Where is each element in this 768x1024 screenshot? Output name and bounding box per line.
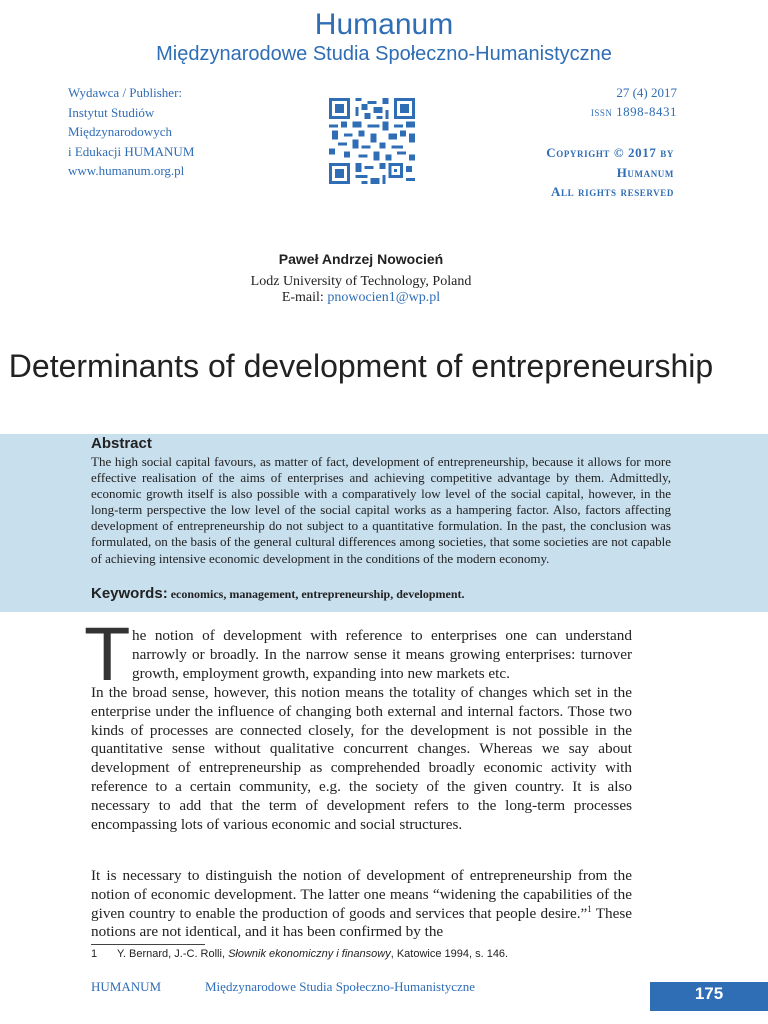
issue-block	[591, 83, 677, 121]
footer-subtitle: Międzynarodowe Studia Społeczno-Humanistyczne	[205, 979, 476, 994]
abstract-text: The high social capital favours, as matter of fact, development of entrepreneurship, because it allows for more effective realisation of the aims of enterprises and achieving competitive advantage by them. Admittedly, economic growth itself is also possible with a comparatively low level of the social capital, however, in the long-term perspective the low level of the social capital works as a hampering factor. Also, factors affecting development of entrepreneurship do not subject to a quantitative formulation. In the past, the conclusion was formulated, on the basis of the general cultural differences among societies, that some societies are not capable of achieving intensive economic development in the conditions of the modern economy.	[91, 454, 671, 566]
footnote-reference[interactable]: 1	[587, 903, 592, 914]
journal-title: Humanum	[314, 8, 454, 41]
copyright-rights: All rights reserved	[550, 184, 674, 199]
journal-subtitle: Międzynarodowe Studia Społeczno-Humanistyczne	[156, 43, 612, 65]
page-number: 175	[650, 982, 768, 1011]
keywords-line	[91, 585, 691, 602]
author-affiliation: Lodz University of Technology, Poland	[250, 274, 472, 289]
footnote-divider	[91, 944, 205, 945]
article-title: Determinants of development of entrepreneurship	[8, 348, 714, 385]
copyright-holder: Humanum	[616, 164, 674, 180]
body-paragraph	[91, 867, 632, 942]
publisher-label: Wydawca / Publisher:	[68, 85, 183, 100]
keywords-label: Keywords:	[91, 585, 168, 602]
publisher-block	[68, 83, 194, 181]
abstract-heading: Abstract	[91, 435, 152, 452]
email-link[interactable]: pnowocien1@wp.pl	[327, 290, 441, 305]
footer-journal: HUMANUM	[91, 979, 162, 994]
publisher-line: Międzynarodowych	[68, 124, 172, 139]
footnote	[91, 948, 691, 960]
issn: issn 1898-8431	[590, 104, 677, 119]
copyright-block	[546, 143, 674, 202]
qr-code-icon	[327, 98, 417, 184]
footnote-work: Słownik ekonomiczny i finansowy	[228, 948, 391, 960]
body-paragraph-lead: he notion of development with reference to enterprises one can understand narrowly or broadly. In the narrow sense it means growing enterprises: turnover growth, employment growth, expanding into new markets etc.	[132, 627, 632, 682]
footnote-authors: Y. Bernard, J.-C. Rolli,	[117, 948, 229, 960]
footnote-place: , Katowice 1994, s. 146.	[390, 948, 509, 960]
author-name: Paweł Andrzej Nowocień	[278, 251, 444, 267]
keywords-list: economics, management, entrepreneurship, development.	[170, 587, 465, 601]
author-email-line	[0, 290, 722, 306]
drop-cap: T	[84, 612, 131, 697]
body-text: It is necessary to distinguish the notion of development of entrepreneurship from the notion of economic development. The latter one means “widening the capabilities of the given country to enable the production of goods and services that people desire.”	[91, 867, 632, 922]
publisher-line: Instytut Studiów	[68, 104, 155, 120]
publisher-website-link[interactable]: www.humanum.org.pl	[68, 163, 185, 178]
publisher-line: i Edukacji HUMANUM	[68, 143, 195, 159]
email-label: E-mail:	[281, 290, 328, 305]
footnote-number: 1	[91, 948, 98, 960]
body-text: These notions are not identical, and it has been confirmed by the	[91, 904, 632, 941]
issue-number: 27 (4) 2017	[616, 85, 677, 100]
body-paragraph: In the broad sense, however, this notion means the totality of changes which set in the enterprise under the influence of changing both external and internal factors. Those two kinds of processes are connected closely, for the development is not possible in the quantitative sense without qualitative concurrent changes. Whereas we say about development of entrepreneurship as comprehended broadly economic activity with reference to a certain community, e.g. the society of the given country. It is also necessary to add that the term of development refers to the long-term processes encompassing lots of various economic and social structures.	[91, 684, 632, 833]
copyright-line: Copyright © 2017 by	[546, 145, 674, 160]
